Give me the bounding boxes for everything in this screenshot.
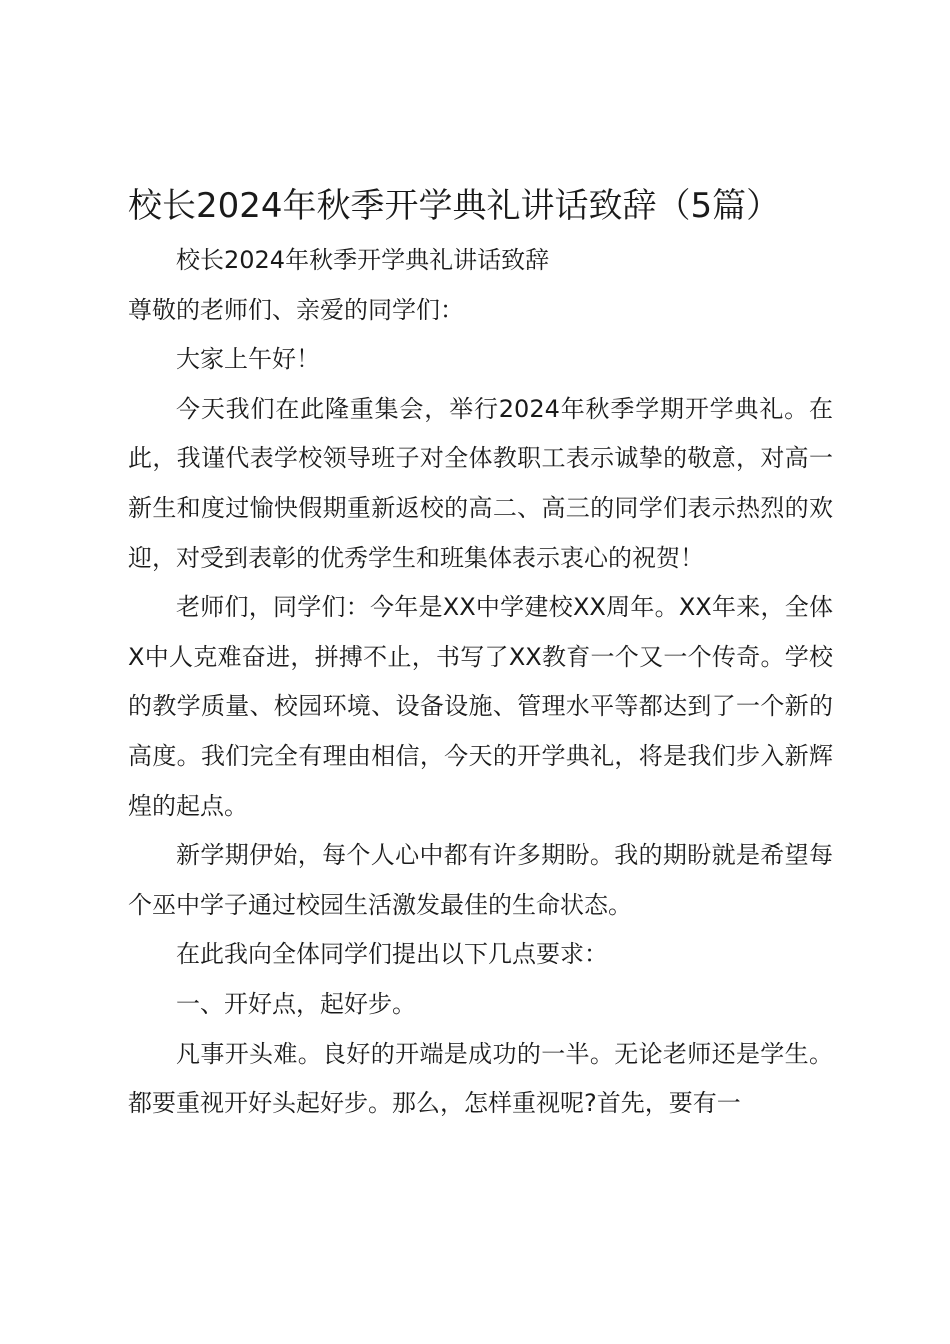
- section-heading-1: 一、开好点，起好步。: [176, 989, 416, 1018]
- paragraph-requirements-intro: 在此我向全体同学们提出以下几点要求：: [176, 940, 608, 969]
- paragraph-good-start: 凡事开头难。良好的开端是成功的一半。无论老师还是学生。都要重视开好头起好步。那么，怎样重视呢?首先，要有一: [128, 1039, 833, 1118]
- salutation: 尊敬的老师们、亲爱的同学们：: [128, 295, 464, 324]
- document-body: [128, 236, 833, 1129]
- paragraph-welcome: 今天我们在此隆重集会，举行2024年秋季学期开学典礼。在此，我谨代表学校领导班子对全体教职工表示诚挚的敬意，对高一新生和度过愉快假期重新返校的高二、高三的同学们表示热烈的欢迎，对受到表彰的优秀学生和班集体表示衷心的祝贺！: [128, 394, 833, 572]
- document-title: 校长2024年秋季开学典礼讲话致辞（5篇）: [128, 186, 781, 226]
- document-subtitle: 校长2024年秋季开学典礼讲话致辞: [176, 246, 550, 274]
- paragraph-expectation: 新学期伊始，每个人心中都有许多期盼。我的期盼就是希望每个巫中学子通过校园生活激发最佳的生命状态。: [128, 841, 833, 919]
- paragraph-anniversary: 老师们，同学们：今年是XX中学建校XX周年。XX年来，全体X中人克难奋进，拼搏不止，书写了XX教育一个又一个传奇。学校的教学质量、校园环境、设备设施、管理水平等都达到了一个新的高度。我们完全有理由相信，今天的开学典礼，将是我们步入新辉煌的起点。: [128, 593, 833, 820]
- paragraph-greeting: 大家上午好！: [176, 345, 320, 374]
